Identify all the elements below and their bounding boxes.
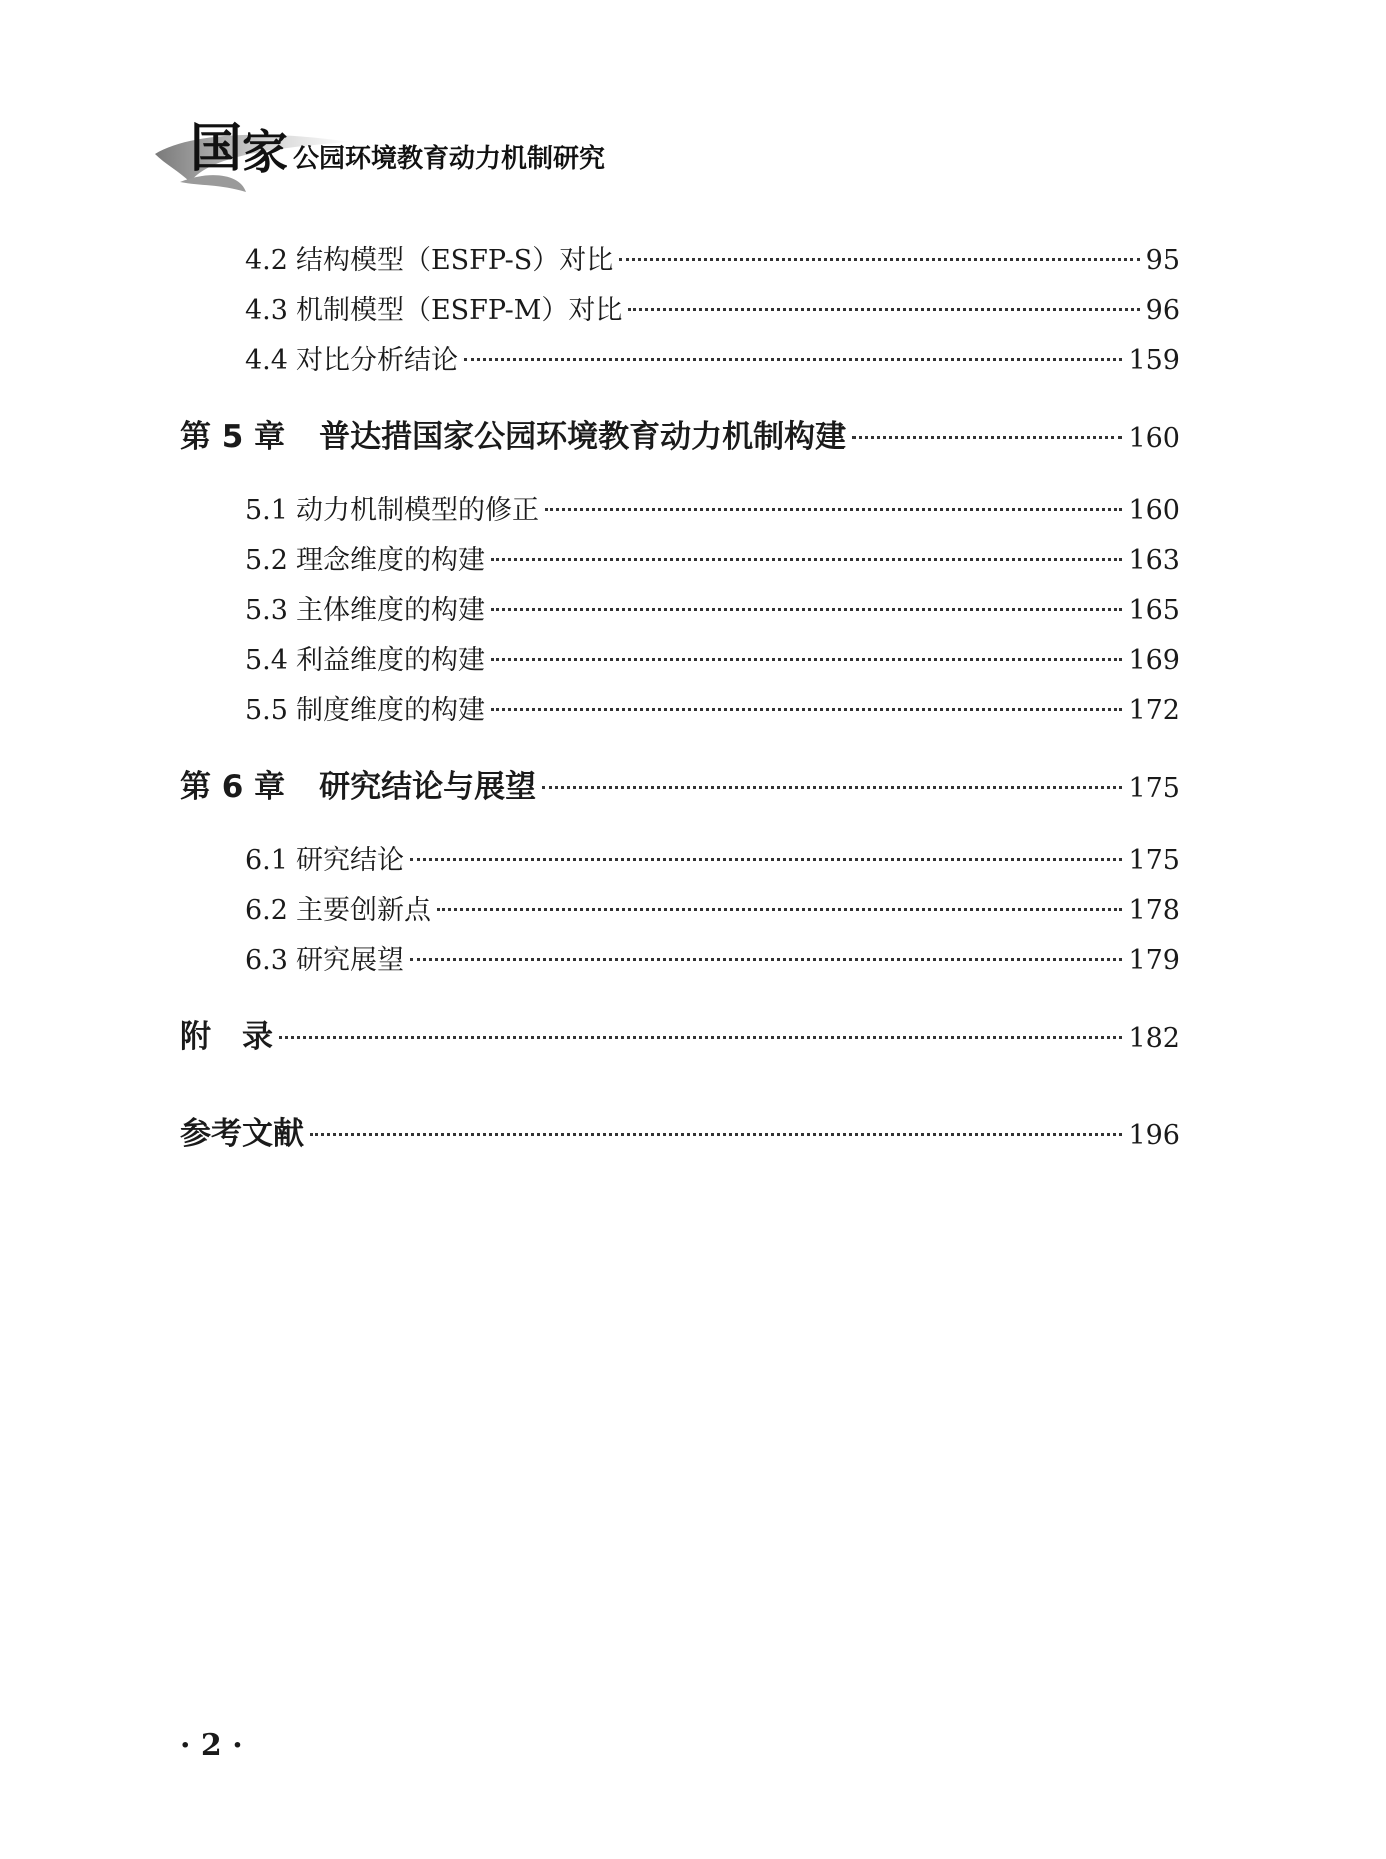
toc-entry-6-3[interactable] <box>245 938 1180 984</box>
toc-entry-number: 4.4 <box>245 345 288 376</box>
page-number-footer: · 2 · <box>180 1728 243 1763</box>
toc-entry-title: 主要创新点 <box>295 895 431 926</box>
toc-entry-title: 结构模型（ESFP-S）对比 <box>295 245 614 276</box>
dot-leader <box>410 858 1123 861</box>
toc-page-number: 163 <box>1128 545 1180 576</box>
toc-entry-title: 研究展望 <box>295 945 404 976</box>
toc-page-number: 175 <box>1128 845 1180 876</box>
toc-entry-number: 5.5 <box>245 695 288 726</box>
toc-page-number: 182 <box>1128 1023 1180 1054</box>
dot-leader <box>310 1133 1122 1136</box>
toc-entry-number: 6.1 <box>245 845 288 876</box>
dot-leader <box>491 558 1123 561</box>
dot-leader <box>628 308 1139 311</box>
toc-entry-5-2[interactable] <box>245 538 1180 584</box>
dot-leader <box>410 958 1123 961</box>
toc-entry-number: 6.2 <box>245 895 288 926</box>
toc-chapter-number: 第 5 章 <box>180 419 286 455</box>
toc-page-number: 159 <box>1128 345 1180 376</box>
toc-entry-6-2[interactable] <box>245 888 1180 934</box>
header-title-rest: 公园环境教育动力机制研究 <box>293 144 606 174</box>
dot-leader <box>437 908 1123 911</box>
toc-entry-title: 理念维度的构建 <box>295 545 485 576</box>
toc-entry-number: 5.1 <box>245 495 288 526</box>
toc-entry-title: 动力机制模型的修正 <box>295 495 539 526</box>
toc-page-number: 172 <box>1128 695 1180 726</box>
toc-entry-5-5[interactable] <box>245 688 1180 734</box>
toc-entry-title: 主体维度的构建 <box>295 595 485 626</box>
toc-entry-5-1[interactable] <box>245 488 1180 534</box>
toc-entry-title: 制度维度的构建 <box>295 695 485 726</box>
toc-page-number: 169 <box>1128 645 1180 676</box>
dot-leader <box>852 436 1122 439</box>
toc-page-number: 165 <box>1128 595 1180 626</box>
toc-entry-title: 研究结论 <box>295 845 404 876</box>
dot-leader <box>619 258 1139 261</box>
toc-chapter-title: 参考文献 <box>180 1116 304 1152</box>
running-header <box>150 112 670 200</box>
dot-leader <box>491 658 1123 661</box>
toc-appendix[interactable] <box>180 1014 1180 1060</box>
toc-entry-4-3[interactable] <box>245 288 1180 334</box>
toc-entry-number: 4.2 <box>245 245 288 276</box>
toc-entry-number: 5.3 <box>245 595 288 626</box>
toc-page-number: 179 <box>1128 945 1180 976</box>
toc-entry-number: 5.4 <box>245 645 288 676</box>
dot-leader <box>279 1036 1122 1039</box>
toc-page-number: 95 <box>1145 245 1180 276</box>
toc-entry-title: 机制模型（ESFP-M）对比 <box>295 295 623 326</box>
toc-page-number: 160 <box>1128 495 1180 526</box>
toc-entry-6-1[interactable] <box>245 838 1180 884</box>
toc-entry-title: 利益维度的构建 <box>295 645 485 676</box>
toc-chapter-title: 附 录 <box>180 1019 273 1055</box>
toc-entry-5-3[interactable] <box>245 588 1180 634</box>
toc-entry-number: 5.2 <box>245 545 288 576</box>
toc-page-number: 175 <box>1128 773 1180 804</box>
toc-entry-number: 6.3 <box>245 945 288 976</box>
toc-entry-title: 对比分析结论 <box>295 345 458 376</box>
toc-entry-number: 4.3 <box>245 295 288 326</box>
toc-chapter-number: 第 6 章 <box>180 769 286 805</box>
toc-chapter-5[interactable] <box>180 414 1180 460</box>
toc-references[interactable] <box>180 1111 1180 1157</box>
dot-leader <box>464 358 1123 361</box>
toc-chapter-6[interactable] <box>180 764 1180 810</box>
toc-chapter-title: 研究结论与展望 <box>319 769 537 805</box>
toc-page-number: 178 <box>1128 895 1180 926</box>
toc-page-number: 160 <box>1128 423 1180 454</box>
dot-leader <box>542 786 1122 789</box>
toc-page-number: 96 <box>1145 295 1180 326</box>
dot-leader <box>545 508 1123 511</box>
toc-page-number: 196 <box>1128 1120 1180 1151</box>
header-char-guo: 国 <box>190 118 241 179</box>
toc-entry-4-4[interactable] <box>245 338 1180 384</box>
toc-chapter-title: 普达措国家公园环境教育动力机制构建 <box>319 419 847 455</box>
toc-entry-5-4[interactable] <box>245 638 1180 684</box>
dot-leader <box>491 708 1123 711</box>
dot-leader <box>491 608 1123 611</box>
toc-entry-4-2[interactable] <box>245 238 1180 284</box>
header-char-jia: 家 <box>242 125 286 179</box>
